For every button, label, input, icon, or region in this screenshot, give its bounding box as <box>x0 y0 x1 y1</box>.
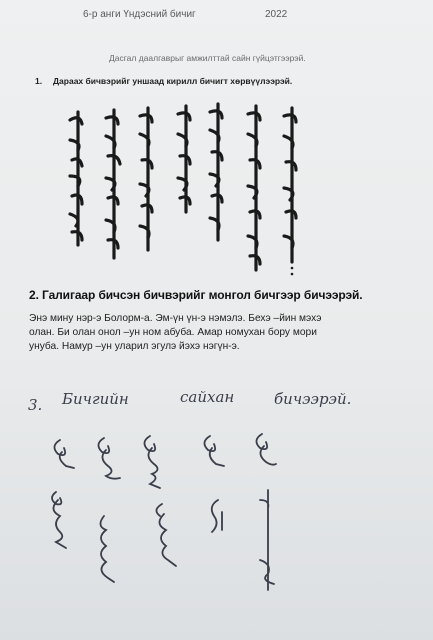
task-1-number: 1. <box>35 76 43 86</box>
hw-letter <box>52 492 66 548</box>
task-2-heading: 2. Галигаар бичсэн бичвэрийг монгол бичгээр бичээрэй. <box>29 288 363 302</box>
hw-letter <box>256 434 276 465</box>
hw-letter <box>100 516 114 582</box>
paragraph-line: олан. Би олан онол –ун ном абуба. Амар номухан бору мори <box>29 327 317 339</box>
handwritten-letters-row-1 <box>54 434 276 488</box>
hw-letter <box>204 436 224 466</box>
task-1-text: Дараах бичвэрийг уншаад кирилл бичигт хөрвүүлээрэй. <box>53 76 293 86</box>
instruction-subtitle: Дасгал даалгаврыг амжилттай сайн гүйцэтгээрэй. <box>109 53 306 63</box>
handwritten-letters-row-2 <box>52 490 274 590</box>
hw-letter <box>156 504 176 566</box>
task-3-word-3: бичээрэй. <box>274 390 352 408</box>
paragraph-line: унуба. Намур –ун уларил эгулэ йэхэ нэгүн-э. <box>29 341 240 353</box>
hw-letter <box>212 500 222 532</box>
hw-letter <box>98 438 120 479</box>
task-3-word-1: Бичгийн <box>62 390 129 408</box>
task-3-word-2: сайхан <box>180 388 235 406</box>
paragraph-line: Энэ мину нэр-э Болорм-а. Эм-үн үн-э нэмэлэ. Бехэ –йин мэхэ <box>29 313 322 324</box>
task-3-number: 3. <box>28 396 43 414</box>
hw-letter <box>54 440 74 468</box>
hw-letter <box>144 436 160 488</box>
year: 2022 <box>265 9 288 20</box>
hw-letter <box>260 490 274 590</box>
grade-subject: 6-р анги Үндэсний бичиг <box>83 9 196 20</box>
